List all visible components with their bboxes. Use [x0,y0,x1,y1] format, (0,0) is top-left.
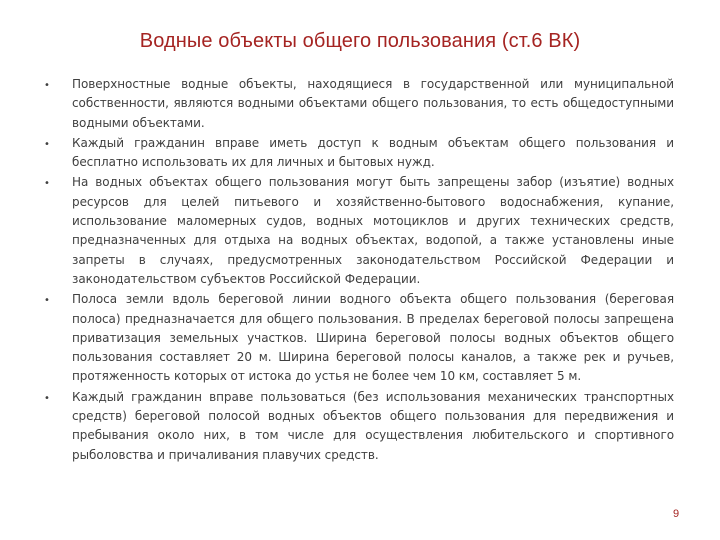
bullet-icon: • [44,392,50,404]
list-item [42,75,674,133]
list-item-text: Каждый гражданин вправе пользоваться (без использования механических транспортных средств) береговой полосой водных объектов общего пользования для передвижения и пребывания около них, в том числе для осуществления любительского и спортивного рыболовства и причаливания плавучих средств. [72,389,674,462]
list-item-text: Каждый гражданин вправе иметь доступ к водным объектам общего пользования и бесплатно использовать их для личных и бытовых нужд. [72,135,674,170]
list-item-text: Поверхностные водные объекты, находящиеся в государственной или муниципальной собственности, являются водными объектами общего пользования, то есть общедоступными водными объектами. [72,77,674,130]
bullet-icon: • [44,138,50,150]
list-item [42,388,674,465]
bullet-list [42,75,674,466]
page-number: 9 [672,508,680,520]
list-item [42,290,674,386]
list-item [42,173,674,289]
list-item [42,134,674,173]
slide-title: Водные объекты общего пользования (ст.6 ВК) [139,30,581,52]
bullet-icon: • [44,80,50,91]
list-item-text: Полоса земли вдоль береговой линии водного объекта общего пользования (береговая полоса) предназначается для общего пользования. В пределах береговой полосы запрещена приватизация земельных участков. Ширина береговой полосы водных объектов общего пользования составляет 20 м. Ширина береговой полосы каналов, а также рек и ручьев, протяженность которых от истока до устья не более чем 10 км, составляет 5 м. [72,292,674,384]
bullet-icon: • [44,178,50,190]
list-item-text: На водных объектах общего пользования могут быть запрещены забор (изъятие) водных ресурсов для целей питьевого и хозяйственно-бытового водоснабжения, купание, использование маломерных судов, водных мотоциклов и других технических средств, предназначенных для отдыха на водных объектах, водопой, а также установлены иные запреты в случаях, предусмотренных законодательством Российской Федерации и законодательством субъектов Российской Федерации. [72,175,674,286]
bullet-icon: • [44,295,50,307]
